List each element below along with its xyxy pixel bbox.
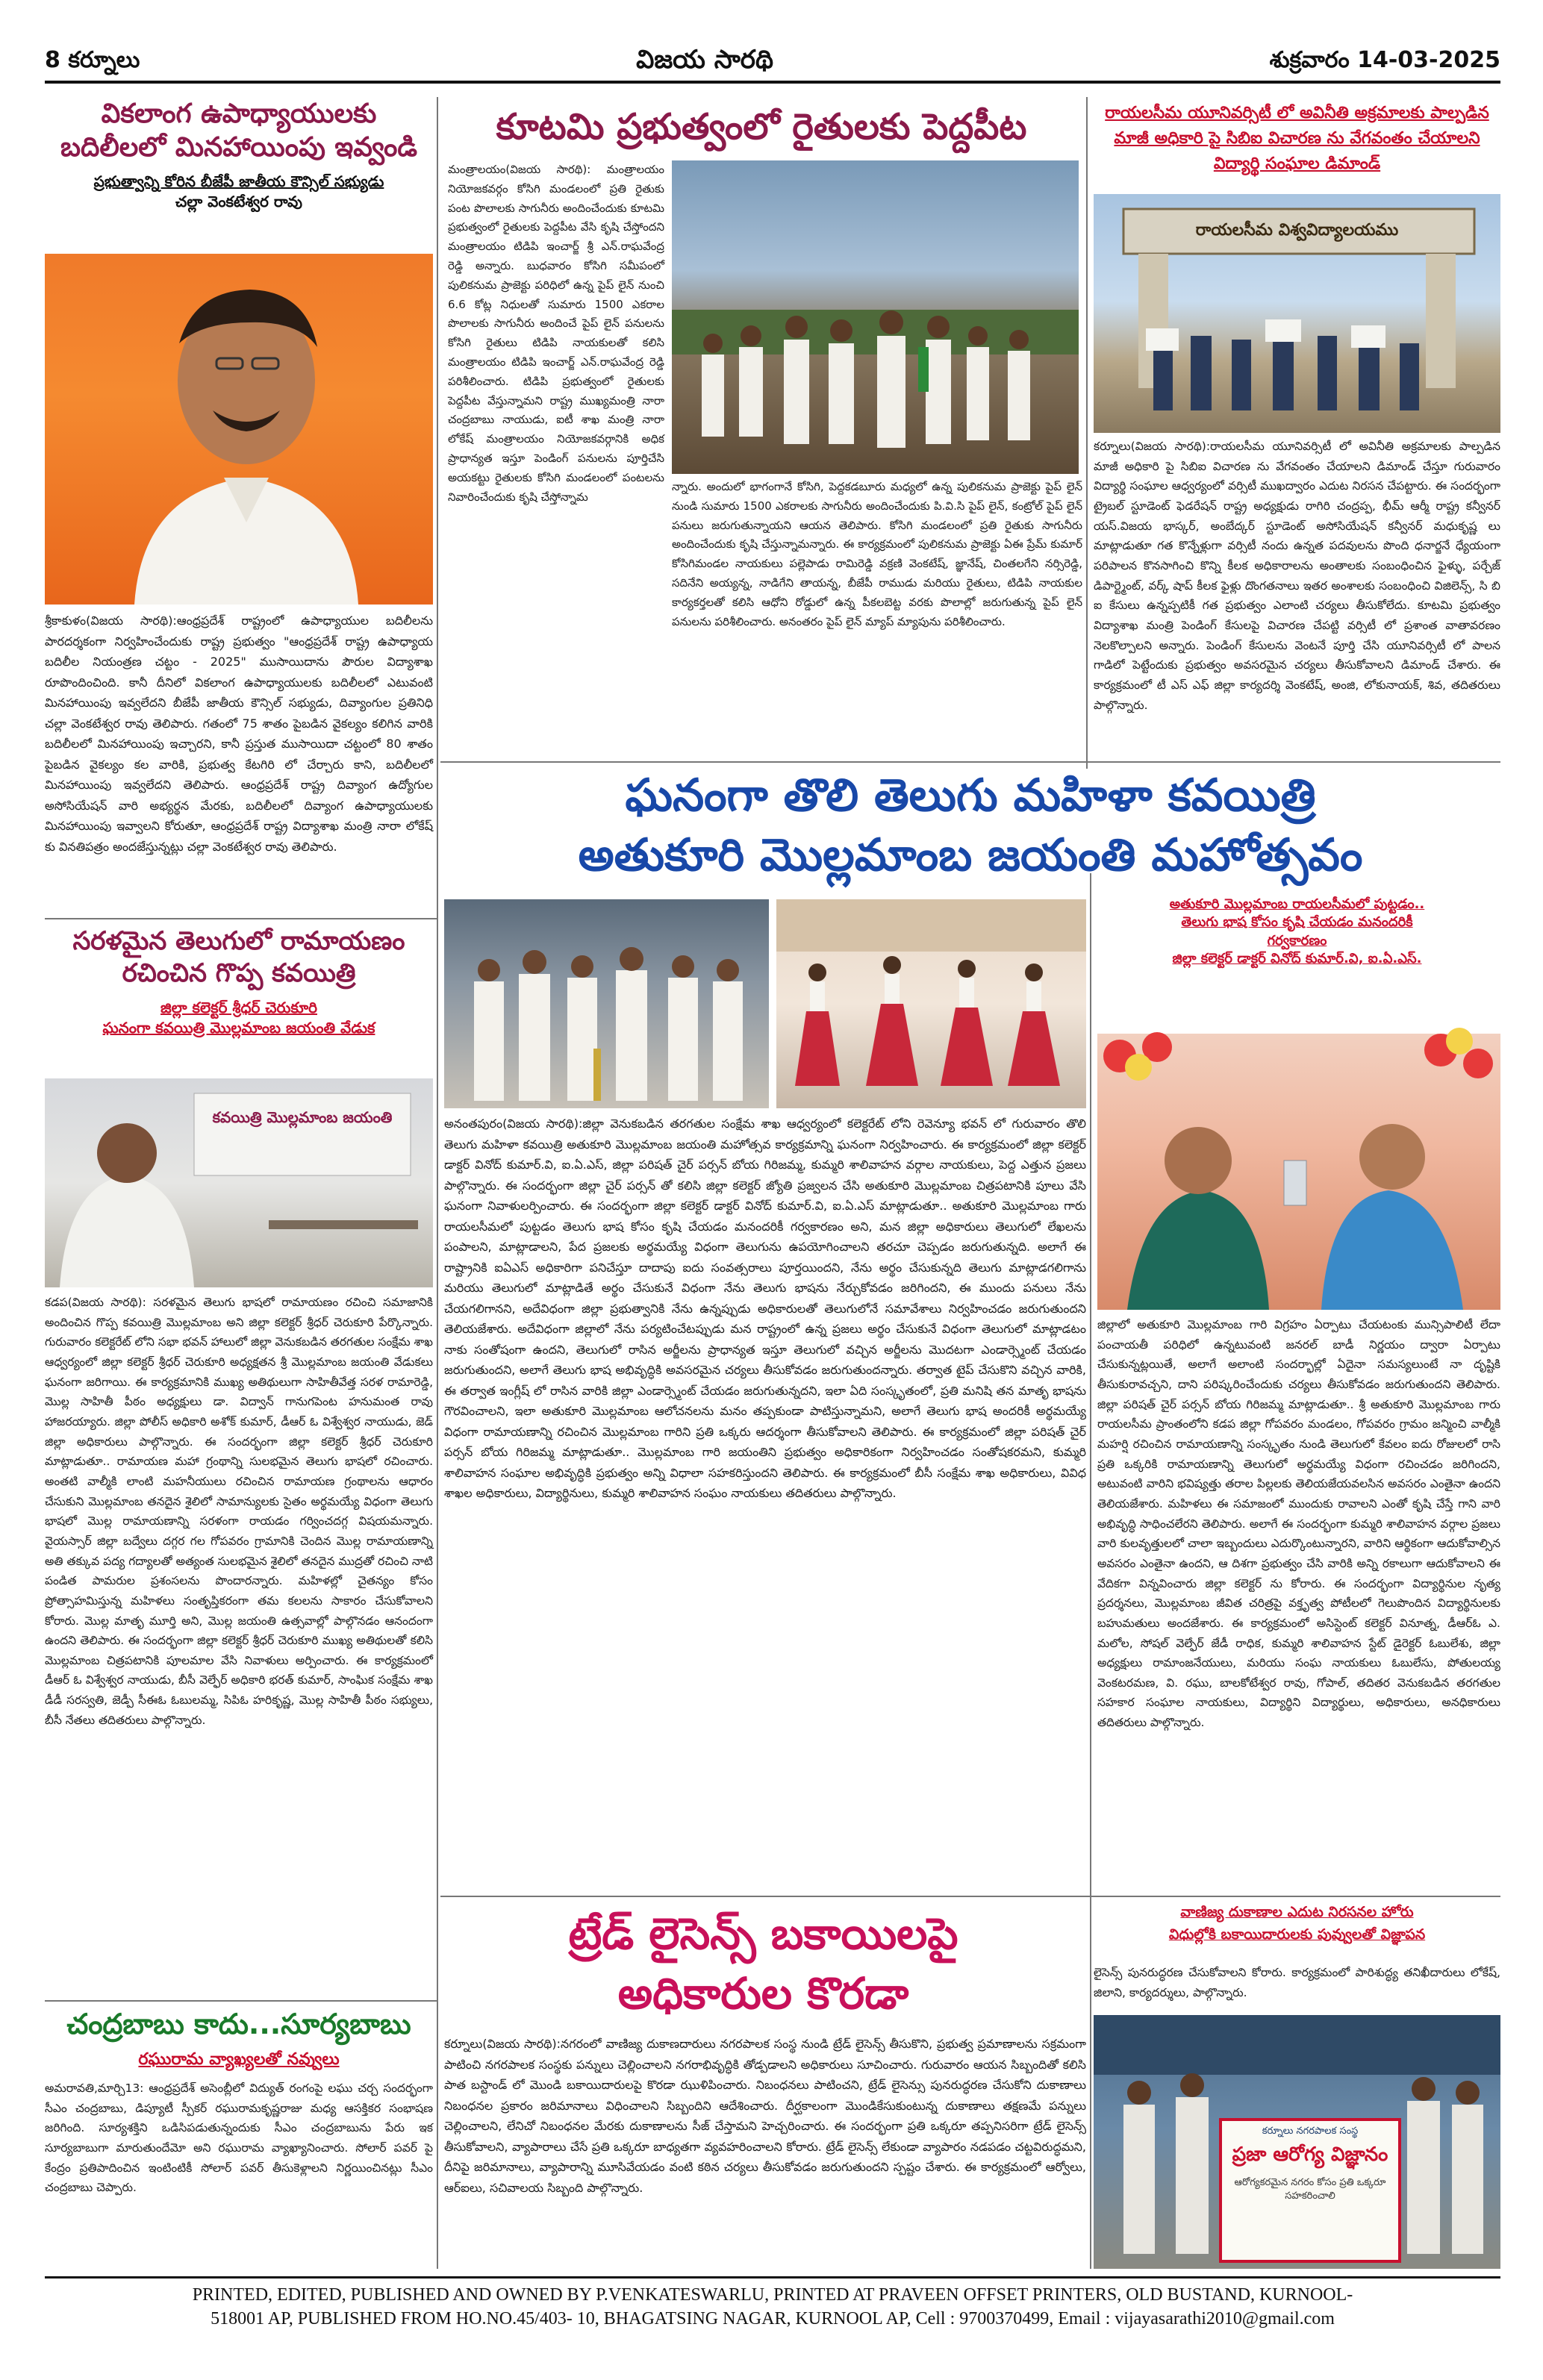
banner-text: కవయిత్రి మొల్లమాంబ జయంతి (212, 1108, 393, 1126)
banner-title: ప్రజా ఆరోగ్య విజ్ఞానం (1232, 2143, 1388, 2166)
row-divider (440, 1896, 1500, 1897)
story-subheads (1094, 896, 1500, 968)
article-body: అమరావతి,మార్చి13: ఆంధ్రప్రదేశ్ అసెంబ్లీలో విద్యుత్ రంగంపై లఘు చర్చ సందర్భంగా సీఎం చంద్రబాబు, డిప్యూటీ స్పీకర్ రఘురామకృష్ణరాజు మధ్య ఆసక్తికర సంభాషణ జరిగింది. సూర్యశక్తిని ఒడిసిపడుతున్నందుకు సీఎం చంద్రబాబును పేరు ఇక సూర్యబాబుగా మారుతుందేమో అని రఘురామ వ్యాఖ్యానించారు. సోలార్ పవర్ పై కేంద్రం ప్రతిపాదించిన ఇంటింటికీ సోలార్ పవర్ తీసుకెళ్లాలని నిర్ణయించినట్లు సీఎం చంద్రబాబు చెప్పారు. (45, 2081, 433, 2195)
headline-line-2: అతుకూరి మొల్లమాంబ జయంతి మహోత్సవం (578, 829, 1363, 881)
row-divider (440, 761, 1500, 763)
imprint-line-2: 518001 AP, PUBLISHED FROM HO.NO.45/403- 10, BHAGATSING NAGAR, KURNOOL AP, Cell : 9700370499, Email : vijayasarathi2010@gmail.com (211, 2309, 1335, 2329)
imprint-footer (45, 2276, 1500, 2331)
story-ramayanam (45, 925, 433, 1038)
officials-with-banner (1094, 2015, 1500, 2269)
subheadline: ప్రభుత్వాన్ని కోరిన బీజేపీ జాతీయ కౌన్సిల్ సభ్యుడు (93, 172, 384, 190)
article-body: కర్నూలు(విజయ సారథి):నగరంలో వాణిజ్య దుకాణదారులు నగరపాలక సంస్థ నుండి ట్రేడ్ లైసెన్స్ తీసుకొని, ప్రభుత్వ ప్రమాణాలను సక్రమంగా పాటించి నగరపాలక సంస్థకు పన్నులు చెల్లించాలని నగరాభివృద్ధికి తోడ్పడాలని అధికారులు సూచించారు. గురువారం ఆయన సిబ్బందితో కలిసి పాత బస్టాండ్ లో మొండి బకాయిదారులపై కొరడా ఝుళిపించారు. నిబంధనలు పాటించని, ట్రేడ్ లైసెన్సు పునరుద్ధరణ చేసుకోని దుకాణాలు నిబంధనల ప్రకారం జరిమానాలు విధించాలని సిబ్బందిని ఆదేశించారు. దీర్ఘకాలంగా మొండికేసుకుంటున్న దుకాణాలు తక్షణమే పన్నులు చెల్లించాలని, లేనిచో నిబంధనల మేరకు దుకాణాలను సీజ్ చేస్తామని హెచ్చరించారు. ఈ సందర్భంగా ప్రతి ఒక్కరూ తప్పనిసరిగా ట్రేడ్ లైసెన్స్ తీసుకోవాలని, వ్యాపారాలు చేసే ప్రతి ఒక్కరూ బాధ్యతగా వ్యవహరించాలని కోరారు. ట్రేడ్ లైసెన్స్ లేకుండా వ్యాపారం నడపడం చట్టవిరుద్ధమని, దీనిపై జరిమానాలు, వ్యాపారాన్ని మూసివేయడం వంటి కఠిన చర్యలు తీసుకోవడం జరుగుతుందని స్పష్టం చేశారు. ఈ కార్యక్రమంలో ఆర్వోలు, ఆర్ఐలు, సచివాలయ సిబ్బంది పాల్గొన్నారు. (444, 2037, 1087, 2195)
column-divider (1086, 97, 1088, 769)
subheadline: గర్వకారణం (1267, 932, 1327, 949)
story-teacher-transfers (45, 97, 433, 212)
article-body-continued: జిల్లాలో అతుకూరి మొల్లమాంబ గారి విగ్రహం ఏర్పాటు చేయటంకు మున్సిపాలిటీ లేదా పంచాయతీ పరిధిలో ఉన్నటువంటి జనరల్ బాడీ నిర్ణయం ద్వారా ఏర్పాటు చేసుకున్నట్లయితే, అలాగే అలాంటి సందర్భాల్లో ఏదైనా సమస్యలుంటే నా దృష్టికి తీసుకురావచ్చని, దాని పరిష్కరించేందుకు చర్యలు తీసుకోవడం జరుగుతుందని తెలిపారు. జిల్లా పరిషత్ చైర్ పర్సన్ బోయ గిరిజమ్మ మాట్లాడుతూ.. శ్రీ అతుకూరి మొల్లమాంబ గారు రాయలసీమ ప్రాంతంలోని కడప జిల్లా గోపవరం మండలం, గోపవరం గ్రామం జన్మించి వాల్మీకి మహర్షి రచించిన రామాయణాన్ని సంస్కృతం నుండి తెలుగులో కేవలం ఐదు రోజులలో రాసి ప్రతి ఒక్కరికి రామాయణాన్ని తెలుగులో అర్థమయ్యే విధంగా రచించడం జరిగిందని, అటువంటి వారిని భవిష్యత్తు తరాల పిల్లలకు తెలియజేయవలసిన అవసరం ఎంతైనా ఉందని తెలియజేశారు. మహిళలు ఈ సమాజంలో ముందుకు రావాలని ఎంతో కృషి చేస్తే గాని వారి అభివృద్ధి సాధించలేరని తెలిపారు. అలాగే ఈ సందర్భంగా కుమ్మరి శాలివాహన వర్గాల ప్రజలు వారి కులవృత్తులలో చాలా ఇబ్బందులు ఎదుర్కొంటున్నారని, వారిని ఆర్థికంగా ఆదుకోవాల్సిన అవసరం ఎంతైనా ఉందని, ఆ దిశగా ప్రభుత్వం చేసి వారికి అన్ని రకాలుగా ఆదుకోవాలని ఈ వేదికగా విన్నవించారు జిల్లా కలెక్టర్ ను కోరారు. ఈ సందర్భంగా విద్యార్థినుల నృత్య ప్రదర్శనలు, మొల్లమాంబ జీవిత చరిత్రపై వక్తృత్వ పోటీలలో గెలుపొందిన విద్యార్థినులకు బహుమతులు అందజేశారు. ఈ కార్యక్రమంలో అసిస్టెంట్ కలెక్టర్ వినూత్న, డీఆర్ఓ ఎ. మలోల, సోషల్ వెల్ఫేర్ జేడీ రాధిక, కుమ్మరి శాలివాహన స్టేట్ డైరెక్టర్ ఓబులేశు, జిల్లా అధ్యక్షులు రామాంజనేయులు, మరియు సంఘ నాయకులు ఓబులేసు, పోతులయ్య వెంకటరమణ, వి. రఘు, బాలకోటేశ్వర రావు, గోపాల్, తదితర వెనుకబడిన తరగతుల సహకార సంఘాల నాయకులు, విద్యార్థిని విద్యార్థులు, అధికారులు, అనధికారులు తదితరులు పాల్గొన్నారు. (1097, 1318, 1500, 1730)
subheadline: విధుల్లోకి బకాయిదారులకు పువ్వులతో విజ్ఞాపన (1168, 1925, 1426, 1943)
article-body: అనంతపురం(విజయ సారథి):జిల్లా వెనుకబడిన తరగతుల సంక్షేమ శాఖ ఆధ్వర్యంలో కలెక్టరేట్ లోని రెవెన్యూ భవన్ లో గురువారం తొలి తెలుగు మహిళా కవయిత్రి అతుకూరి మొల్లమాంబ జయంతి మహోత్సవ కార్యక్రమాన్ని ఘనంగా నిర్వహించారు. ఈ కార్యక్రమంలో జిల్లా కలెక్టర్ డాక్టర్ వినోద్ కుమార్.వి, ఐ.ఏ.ఎస్, జిల్లా పరిషత్ చైర్ పర్సన్ బోయ గిరిజమ్మ, కుమ్మరి శాలివాహన వర్గాల నాయకులు, పెద్ద ఎత్తున ప్రజలు పాల్గొన్నారు. ఈ సందర్భంగా జిల్లా చైర్ పర్సన్ తో కలిసి జిల్లా కలెక్టర్ జ్యోతి ప్రజ్వలన చేసి అతుకూరి మొల్లమాంబ చిత్రపటానికి పూలు వేసి ఘనంగా నివాళులర్పించారు. ఈ సందర్భంగా జిల్లా కలెక్టర్ డాక్టర్ వినోద్ కుమార్.వి, ఐ.ఏ.ఎస్ మాట్లాడుతూ.. అతుకూరి మొల్లమాంబ గారు రాయలసీమలో పుట్టడం తెలుగు భాష కోసం కృషి చేయడం మనందరికీ గర్వకారణం అని, మన జిల్లా అధికారులు తెలుగులో లేఖలను పంపాలని, మాట్లాడాలని, పేద ప్రజలకు అర్థమయ్యే విధంగా తెలుగును ఉపయోగించాలని తరచూ చెప్పడం జరుగుతున్నది. అలాగే ఈ రాష్ట్రానికి ఐఏఎస్ అధికారిగా పనిచేస్తూ దాదాపు ఐదు సంవత్సరాలు పూర్తయిందని, నేను అర్థం చేసుకున్నది తెలుగు మాట్లాడగలిగాను మరియు తెలుగులో మాట్లాడితే అర్థం చేసుకునే విధంగా నేను తెలుగు భాషను నేర్చుకోవడం జరిగిందని, ఈ ముందు పనులు నేను చేయగలిగానని, అదేవిధంగా జిల్లా ప్రభుత్వానికి నేను ఉన్నప్పుడు అధికారులతో తెలుగులోనే సమావేశాలు నిర్వహించడం జరుగుతుందని తెలియజేశారు. అదేవిధంగా జిల్లాలో నేను పర్యటించేటప్పుడు మన రాష్ట్రంలో ఉన్న ప్రజలు అర్థం చేసుకునే విధంగా తెలుగులో మాట్లాడటం నాకు సంతోషంగా ఉందని, తెలుగులో రాసిన అర్జీలను ప్రాధాన్యత ఇస్తూ తెలుగులో వచ్చిన అర్జీలను మొదటగా ఎండార్స్మెంట్ చేయడం జరుగుతుందని, అలాగే తెలుగు భాష అభివృద్ధికి అవసరమైన చర్యలు తీసుకోవడం జరుగుతుందన్నారు. తర్వాత టైప్ చేసుకొని వచ్చిన వారికి, ఈ తర్వాత ఇంగ్లీష్ లో రాసిన వారికి జిల్లా ఎండార్స్మెంట్ చేయడం జరుగుతున్నదని, ఇలా ఏది సంస్కృతంలో, ప్రతి మనిషి తన మాతృ భాషను గౌరవించాలని, ఇలా అతుకూరి మొల్లమాంబ ఆలోచనలను మనం తప్పకుండా పాటిస్తున్నామని, అలాగే తెలుగు భాష అందరికీ అర్థమయ్యే విధంగా రామాయణాన్ని రచించిన మొల్లమాంబ గారిని ప్రతి ఒక్కరు ఆదర్శంగా తీసుకోవాలని తెలిపారు. ఈ కార్యక్రమంలో జిల్లా పరిషత్ చైర్ పర్సన్ బోయ గిరిజమ్మ మాట్లాడుతూ.. మొల్లమాంబ గారి జయంతిని ప్రభుత్వం అధికారికంగా నిర్వహించడం సంతోషకరమని, కుమ్మరి శాలివాహన సంఘాల అభివృద్ధికి ప్రభుత్వం అన్ని విధాలా సహకరిస్తుందని తెలిపారు. ఈ కార్యక్రమంలో బీసీ సంక్షేమ శాఖ అధికారులు, వివిధ శాఖల అధికారులు, విద్యార్థినులు, కుమ్మరి శాలివాహన సంఘం నాయకులు తదితరులు పాల్గొన్నారు. (444, 1116, 1086, 1501)
headline-line-1: వికలాంగ ఉపాధ్యాయులకు (101, 99, 377, 129)
article-body: కర్నూలు(విజయ సారథి):రాయలసీమ యూనివర్సిటీ లో అవినీతి అక్రమాలకు పాల్పడిన మాజీ అధికారి పై సిబిఐ విచారణ ను వేగవంతం చేయాలని డిమాండ్ చేస్తూ గురువారం విద్యార్థి సంఘాల ఆధ్వర్యంలో వర్సిటీ ముఖద్వారం ఎదుట నిరసన చేపట్టారు. ఈ సందర్భంగా ట్రైబల్ స్టూడెంట్ ఫెడరేషన్ రాష్ట్ర అధ్యక్షుడు రాగిరి చంద్రప్ప, భీమ్ ఆర్మీ రాష్ట్ర కన్వీనర్ యస్.విజయ భాస్కర్, అంబేద్కర్ స్టూడెంట్ అసోసియేషన్ కన్వీనర్ మధుకృష్ణ లు మాట్లాడుతూ గత కొన్నేళ్లుగా వర్సిటీ నందు ఉన్నత పదవులను పొంది ధనార్జనే ధ్యేయంగా పరిపాలన కొనసాగించి కొన్ని కీలక అధికారాలను అంతాలకు సంబంధించిన ఫైళ్ళు, పర్చేజ్ డిపార్ట్మెంట్, వర్క్ షాప్ కీలక ఫైళ్లు దొంగతనాలు ఇతర అంశాలకు సంబంధించి విజిలెన్స్, సి బి ఐ కేసులు ఉన్నప్పటికీ గత ప్రభుత్వం ఎలాంటి చర్యలు తీసుకోలేదు. కూటమి ప్రభుత్వం విద్యాశాఖ మంత్రి పెండింగ్ కేసులపై విచారణ చేపట్టి వర్సిటీ లో ప్రశాంత వాతావరణం నెలకొల్పాలని అన్నారు. పెండింగ్ కేసులను వెంటనే పూర్తి చేసి యూనివర్సిటీ లో పాలన గాడిలో పెట్టేందుకు ప్రభుత్వం అవసరమైన చర్యలు తీసుకోవాలని డిమాండ్ చేశారు. ఈ కార్యక్రమంలో టీ ఎస్ ఎఫ్ జిల్లా కార్యదర్శి వెంకటేష్, అంజి, లోకునాయక్, శివ, తదితరులు పాల్గొన్నారు. (1094, 440, 1500, 712)
column-divider (437, 873, 438, 2269)
imprint-line-1: PRINTED, EDITED, PUBLISHED AND OWNED BY P.VENKATESWARLU, PRINTED AT PRAVEEN OFFSET PRINTERS, OLD BUSTAND, KURNOOL- (192, 2285, 1353, 2305)
portrait-photo (45, 254, 433, 605)
story-trade-license-protest (1094, 1903, 1500, 1944)
award-photo (1097, 1034, 1500, 1310)
dance-performance-photo (776, 899, 1086, 1108)
banner-top-text: కర్నూలు నగరపాలక సంస్థ (1262, 2126, 1359, 2137)
portrait-figure (45, 254, 433, 605)
paper-name: విజయ సారథి (636, 45, 773, 75)
subheadline-name: చల్లా వెంకటేశ్వర రావు (175, 193, 302, 210)
story-university (1094, 101, 1500, 177)
gate-sign: రాయలసీమ విశ్వవిద్యాలయము (1195, 221, 1399, 240)
subheadline: రఘురామ వ్యాఖ్యలతో నవ్వులు (138, 2050, 340, 2069)
collector-speech-photo (45, 1078, 433, 1287)
banner-small-text: ఆరోగ్యకరమైన నగరం కోసం ప్రతి ఒక్కరూ సహకరించాలి (1234, 2177, 1386, 2202)
field-inspection-photo (672, 160, 1079, 474)
article-body: శ్రీకాకుళం(విజయ సారథి):ఆంధ్రప్రదేశ్ రాష్ట్రంలో ఉపాధ్యాయుల బదిలీలను పారదర్శకంగా నిర్వహించేందుకు రాష్ట్ర ప్రభుత్వం "ఆంధ్రప్రదేశ్ రాష్ట్ర ఉపాధ్యాయ బదిలీల నియంత్రణ చట్టం - 2025" ముసాయిదాను పౌరుల విద్యాశాఖ రూపొందించింది. కానీ దీనిలో వికలాంగ ఉపాధ్యాయులకు బదిలీలలో ఎటువంటి మినహాయింపు ఇవ్వలేదని బీజేపీ జాతీయ కౌన్సిల్ సభ్యుడు, దివ్యాంగుల ప్రతినిధి చల్లా వెంకటేశ్వర రావు తెలిపారు. గతంలో 75 శాతం పైబడిన వైకల్యం కలిగిన వారికి బదిలీలలో మినహాయింపు ఇచ్చారని, కానీ ప్రస్తుత ముసాయిదా చట్టంలో 80 శాతం పైబడిన వైకల్యం కల వారికి, ప్రభుత్వ కేటగిరి లో చేర్చారు కాని, బదిలీలలో మినహాయింపు ఇవ్వలేదని తెలిపారు. ఆంధ్రప్రదేశ్ రాష్ట్ర దివ్యాంగ ఉద్యోగుల అసోసియేషన్ వారి అభ్యర్థన మేరకు, బదిలీలలో దివ్యాంగ ఉపాధ్యాయులకు మినహాయింపు ఇవ్వాలని కోరుతూ, ఆంధ్రప్రదేశ్ రాష్ట్ర విద్యాశాఖ మంత్రి నారా లోకేష్ కు వినతిపత్రం అందజేస్తున్నట్లు చల్లా వెంకటేశ్వర రావు తెలిపారు. (45, 613, 433, 854)
headline-line-1: ట్రేడ్ లైసెన్స్ బకాయిలపై (568, 1908, 958, 1959)
subheadline: జిల్లా కలెక్టర్ శ్రీధర్ చెరుకూరి (160, 999, 317, 1016)
masthead (45, 45, 1500, 84)
article-body: కడప(విజయ సారథి): సరళమైన తెలుగు భాషలో రామాయణం రచించి సమాజానికి అందించిన గొప్ప కవయిత్రి మొల్లమాంబ అని జిల్లా కలెక్టర్ శ్రీధర్ చెరుకూరి పేర్కొన్నారు. గురువారం కలెక్టరేట్ లోని సభా భవన్ హాలులో జిల్లా వెనుకబడిన తరగతుల సంక్షేమ శాఖ ఆధ్వర్యంలో జిల్లా కలెక్టర్ శ్రీధర్ చెరుకూరి అధ్యక్షతన శ్రీ మొల్లమాంబ జయంతి వేడుకలు ఘనంగా జరిగాయి. ఈ కార్యక్రమానికి ముఖ్య అతిథులుగా సాహితీవేత్త సరళ రామారెడ్డి, మొల్ల సాహితీ పీఠం అధ్యక్షులు డా. విద్వాన్ గానుగపెంట హనుమంత రావు హాజరయ్యారు. జిల్లా పోలీస్ అధికారి అశోక్ కుమార్, డీఆర్ ఓ విశ్వేశ్వర నాయుడు, జెడ్ జిల్లా అధికారులు పాల్గొన్నారు. ఈ సందర్భంగా జిల్లా కలెక్టర్ శ్రీధర్ చెరుకూరి మాట్లాడుతూ.. రామాయణ మహా గ్రంథాన్ని సులభమైన తెలుగు భాషలో రచించారు. అంతటి వాల్మీకి లాంటి మహనీయులు రచించిన రామాయణ గ్రంథాలను ఆధారం చేసుకుని మొల్లమాంబ తనదైన శైలిలో సామాన్యులకు సైతం అర్థమయ్యే విధంగా తెలుగు భాషలో మొల్ల రామాయణాన్ని సరళంగా రాయడం గర్వించదగ్గ విషయమన్నారు. వైయస్సార్ జిల్లా బద్వేలు దగ్గర గల గోపవరం గ్రామానికి చెందిన మొల్ల రామాయణాన్ని అతి తక్కువ పద్య గద్యాలతో అత్యంత సులభమైన శైలిలో తనదైన ముద్రతో రచించి నాటి పండిత పామరుల ప్రశంసలను పొందారన్నారు. మహిళల్లో చైతన్యం కోసం ప్రోత్సాహమిస్తున్న మహిళలు సంతృప్తికరంగా తమ కలలను సాకారం చేసుకోవాలని కోరారు. మొల్ల మాతృ మూర్తి అని, మొల్ల జయంతి ఉత్సవాల్లో పాల్గొనడం ఆనందంగా ఉందని తెలిపారు. ఈ సందర్భంగా జిల్లా కలెక్టర్ శ్రీధర్ చెరుకూరి ముఖ్య అతిథులతో కలిసి మొల్లమాంబ చిత్రపటానికి పూలమాల వేసి నివాళులు అర్పించారు. ఈ కార్యక్రమంలో డీఆర్ ఓ విశ్వేశ్వర నాయుడు, బీసీ వెల్ఫేర్ అధికారి భరత్ కుమార్, సాంఘిక సంక్షేమ శాఖ డీడీ సరస్వతి, జెడ్పీ సీఈఓ ఓబులమ్మ, సిపిఓ హరికృష్ణ, మొల్ల సాహితీ పీఠం సభ్యులు, బీసీ నేతలు తదితరులు పాల్గొన్నారు. (45, 1296, 433, 1727)
headline-line-2: రచించిన గొప్ప కవయిత్రి (122, 958, 356, 988)
dancers (776, 899, 1086, 1108)
headline: చంద్రబాబు కాదు...సూర్యబాబు (66, 2008, 411, 2040)
award-scene (1097, 1034, 1500, 1310)
headline-line-2: అధికారుల కొరడా (617, 1968, 909, 2019)
issue-date: శుక్రవారం 14-03-2025 (1269, 47, 1500, 73)
protest-photo (1094, 194, 1500, 433)
trade-license-photo (1094, 2015, 1500, 2269)
row-divider (45, 2000, 437, 2002)
headline: కూటమి ప్రభుత్వంలో రైతులకు పెద్దపీట (496, 106, 1027, 148)
lamp-lighting-photo (444, 899, 769, 1108)
officials-group (444, 899, 769, 1108)
subheadline: వాణిజ్య దుకాణాల ఎదుట నిరసనల హోరు (1180, 1904, 1414, 1920)
subheadline: తెలుగు భాష కోసం కృషి చేయడం మనందరికీ (1181, 914, 1413, 931)
article-body: మంత్రాలయం(విజయ సారథి): మంత్రాలయం నియోజకవర్గం కోసిగి మండలంలో ప్రతి రైతుకు పంట పొలాలకు సాగునీరు అందించేందుకు కూటమి ప్రభుత్వంలో రైతులకు పెద్దపీట వేసి కృషి చేస్తోందని మంత్రాలయం టిడిపి ఇంచార్జ్ శ్రీ ఎన్.రాఘవేంద్ర రెడ్డి అన్నారు. బుధవారం కోసిగి సమీపంలో పులికనుమ ప్రాజెక్టు పరిధిలో ఉన్న పైప్ లైన్ నుంచి 6.6 కోట్ల నిధులతో సుమారు 1500 ఎకరాల పొలాలకు సాగునీరు అందించే పైప్ లైన్ పనులను కోసిగి రైతులు టిడిపి నాయకులతో కలిసి మంత్రాలయం టిడిపి ఇంచార్జ్ ఎన్.రాఘవేంద్ర రెడ్డి పరిశీలించారు. టిడిపి ప్రభుత్వంలో రైతులకు పెద్దపీట వేస్తున్నామని రాష్ట్ర ముఖ్యమంత్రి నారా చంద్రబాబు నాయుడు, ఐటీ శాఖ మంత్రి నారా లోకేష్ మంత్రాలయం నియోజకవర్గానికి అధిక ప్రాధాన్యత ఇస్తూ పెండింగ్ పనులను పూర్తిచేసి అయకట్టు రైతులకు కోసిగి మండలంలో పంటలను నివారించేందుకు కృషి చేస్తోన్నామ (448, 163, 664, 504)
article-body-continued: న్నారు. అందులో భాగంగానే కోసిగి, పెద్దకడబూరు మధ్యలో ఉన్న పులికనుమ ప్రాజెక్టు పైప్ లైన్ నుండి సుమారు 1500 ఎకరాలకు సాగునీరు అందించేందుకు పి.వి.సి పైప్ లైన్, కంట్రోల్ పైప్ లైన్ పనులు జరుగుతున్నాయని ఆయన తెలిపారు. కోసిగి మండలంలో ప్రతి రైతుకు సాగునీరు అందించేందుకు కృషి చేస్తున్నామన్నారు. ఈ కార్యక్రమంలో పులికనుమ ప్రాజెక్టు ఏఈ ప్రేమ్ కుమార్ కోసిగిమండల నాయకులు పల్లెపాడు రామిరెడ్డి వక్రణి వెంకటేష్, జ్ఞానేష్, చింతలగేని నర్సిరెడ్డి, సదినేని అయ్యన్న, నాడిగేని తాయన్న, బీజేపీ రాముడు మరియు రైతులు, టిడిపి నాయకుల కార్యకర్తలతో కలిసి ఆధోని రోడ్డులో ఉన్న పీకలబెట్ట వరకు పొలాల్లో జరుగుతున్న పైప్ లైన్ పనులను పరిశీలించారు. అనంతరం పైప్ లైన్ మ్యాప్ మ్యాపును పరిశీలించారు. (672, 480, 1082, 628)
crowd-figures (672, 160, 1079, 474)
headline-line-1: సరళమైన తెలుగులో రామాయణం (72, 926, 405, 956)
page-label: 8 కర్నూలు (45, 47, 140, 73)
subheadline: ఘనంగా కవయిత్రి మొల్లమాంబ జయంతి వేడుక (102, 1019, 375, 1037)
headline: రాయలసీమ యూనివర్సిటీ లో అవినీతి అక్రమాలకు పాల్పడిన మాజీ అధికారి పై సిబిఐ విచారణ ను వేగవంతం చేయాలని విద్యార్థి సంఘాల డిమాండ్ (1105, 104, 1489, 174)
headline-line-2: బదిలీలలో మినహాయింపు ఇవ్వండి (60, 132, 418, 163)
subheadline: అతుకూరి మొల్లమాంబ రాయలసీమలో పుట్టడం.. (1169, 896, 1425, 912)
article-body: లైసెన్స్ పునరుద్ధరణ చేసుకోవాలని కోరారు. కార్యక్రమంలో పారిశుద్ధ్య తనిఖీదారులు లోకేష్, జిలాని, కార్యదర్శులు, పాల్గొన్నారు. (1094, 1966, 1500, 1999)
row-divider (45, 918, 437, 919)
subheadline: జిల్లా కలెక్టర్ డాక్టర్ వినోద్ కుమార్.వి, ఐ.ఏ.ఎస్. (1172, 950, 1422, 966)
column-divider (437, 97, 438, 873)
column-divider (1090, 873, 1091, 2269)
headline-line-1: ఘనంగా తొలి తెలుగు మహిళా కవయిత్రి (625, 769, 1316, 822)
